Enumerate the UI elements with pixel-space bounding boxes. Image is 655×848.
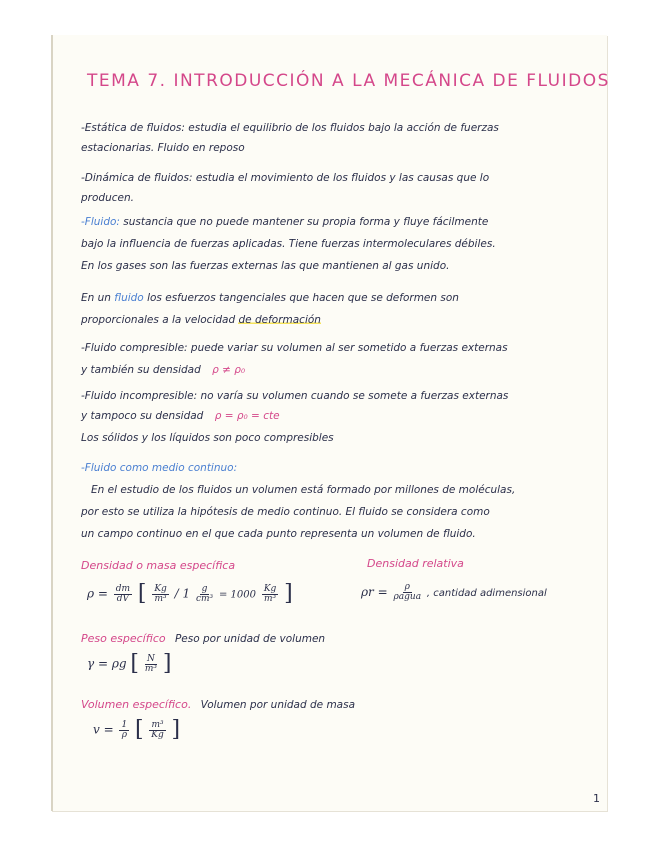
section-description: Peso por unidad de volumen <box>174 633 326 645</box>
notebook-page <box>51 35 610 811</box>
text-line: Los sólidos y los líquidos son poco compresibles <box>81 432 334 444</box>
formula-symbol: = 1000 <box>218 589 256 601</box>
bracket: [ <box>130 651 140 676</box>
formula-peso-especifico <box>87 653 171 675</box>
bracket: ] <box>171 717 181 742</box>
term-fluido-highlight: fluido <box>114 292 144 304</box>
denominator: m³ <box>144 663 157 674</box>
text-line: bajo la influencia de fuerzas aplicadas. Tiene fuerzas intermoleculares débiles. <box>81 238 496 250</box>
page-number: 1 <box>593 792 600 805</box>
section-densidad: Densidad o masa específica <box>81 559 236 572</box>
section-description: Volumen por unidad de masa <box>200 699 356 711</box>
fraction <box>119 721 129 740</box>
denominator: ρ <box>121 729 127 740</box>
numerator: ρ <box>404 582 410 592</box>
denominator: dV <box>116 593 130 604</box>
text-line: En el estudio de los fluidos un volumen está formado por millones de moléculas, <box>91 484 516 496</box>
formula-symbol: ρ = <box>87 586 108 601</box>
numerator: Kg <box>154 583 167 594</box>
highlighted-text: de deformación <box>238 314 321 326</box>
text-fragment: y tampoco su densidad <box>81 410 204 422</box>
text-line: En los gases son las fuerzas externas las que mantienen al gas unido. <box>81 260 450 272</box>
formula-symbol: v = <box>93 722 114 737</box>
fraction <box>145 655 157 674</box>
section-densidad-relativa: Densidad relativa <box>367 557 464 570</box>
fraction <box>394 583 422 602</box>
text-line <box>81 411 280 422</box>
fraction <box>114 585 132 604</box>
numerator: Kg <box>263 583 277 594</box>
text-line <box>81 217 488 228</box>
fraction <box>149 721 165 740</box>
bracket: ] <box>162 651 172 676</box>
formula-inline: ρ = ρ₀ = cte <box>214 410 280 422</box>
text-line <box>81 293 459 304</box>
formula-densidad <box>87 583 293 605</box>
numerator: g <box>201 583 208 594</box>
text-line: estacionarias. Fluido en reposo <box>81 142 245 154</box>
text-line: por esto se utiliza la hipótesis de medio continuo. El fluido se considera como <box>81 506 490 518</box>
formula-symbol: γ = ρg <box>87 656 127 671</box>
text-fragment: En un <box>81 292 111 304</box>
formula-inline: ρ ≠ ρ₀ <box>212 364 246 376</box>
text-line <box>81 365 245 376</box>
denominator: m³ <box>154 593 167 604</box>
denominator: cm³ <box>195 593 214 604</box>
fraction <box>262 585 279 604</box>
text-line: -Dinámica de fluidos: estudia el movimiento de los fluidos y las causas que lo <box>81 172 490 184</box>
formula-symbol: ρr = <box>361 585 388 599</box>
text-line <box>81 315 321 326</box>
text-line: -Fluido compresible: puede variar su volumen al ser sometido a fuerzas externas <box>81 342 508 354</box>
section-volumen-especifico: Volumen específico. <box>81 698 192 711</box>
denominator: m³ <box>264 593 277 604</box>
section-heading: -Fluido como medio continuo: <box>81 462 238 474</box>
page-title: TEMA 7. INTRODUCCIÓN A LA MECÁNICA DE FLUIDOS <box>87 71 610 91</box>
text-line: -Estática de fluidos: estudia el equilibrio de los fluidos bajo la acción de fuerzas <box>81 122 499 134</box>
text-line <box>81 699 355 711</box>
definition-text: sustancia que no puede mantener su propia forma y fluye fácilmente <box>119 216 489 228</box>
text-fragment: y también su densidad <box>81 364 201 376</box>
text-line <box>81 633 325 645</box>
denominator: Kg <box>151 729 164 740</box>
fraction <box>152 585 169 604</box>
text-line: -Fluido incompresible: no varía su volumen cuando se somete a fuerzas externas <box>81 390 509 402</box>
formula-symbol: / 1 <box>174 586 191 601</box>
denominator: ρagua <box>393 592 422 602</box>
numerator: N <box>146 653 155 664</box>
term-fluido: -Fluido: <box>81 216 120 228</box>
formula-densidad-relativa <box>361 583 547 602</box>
numerator: dm <box>115 583 131 594</box>
bracket: [ <box>137 581 147 606</box>
numerator: 1 <box>121 719 128 730</box>
section-peso-especifico: Peso específico <box>81 632 166 645</box>
text-fragment: proporcionales a la velocidad <box>81 314 236 326</box>
text-fragment: los esfuerzos tangenciales que hacen que se deformen son <box>147 292 459 304</box>
text-line: producen. <box>81 192 134 204</box>
fraction <box>196 585 213 604</box>
text-line: un campo continuo en el que cada punto representa un volumen de fluido. <box>81 528 476 540</box>
bracket: ] <box>284 581 293 606</box>
numerator: m³ <box>151 719 164 730</box>
formula-volumen-especifico <box>93 719 180 741</box>
bracket: [ <box>135 717 144 742</box>
formula-note: , cantidad adimensional <box>426 588 547 599</box>
